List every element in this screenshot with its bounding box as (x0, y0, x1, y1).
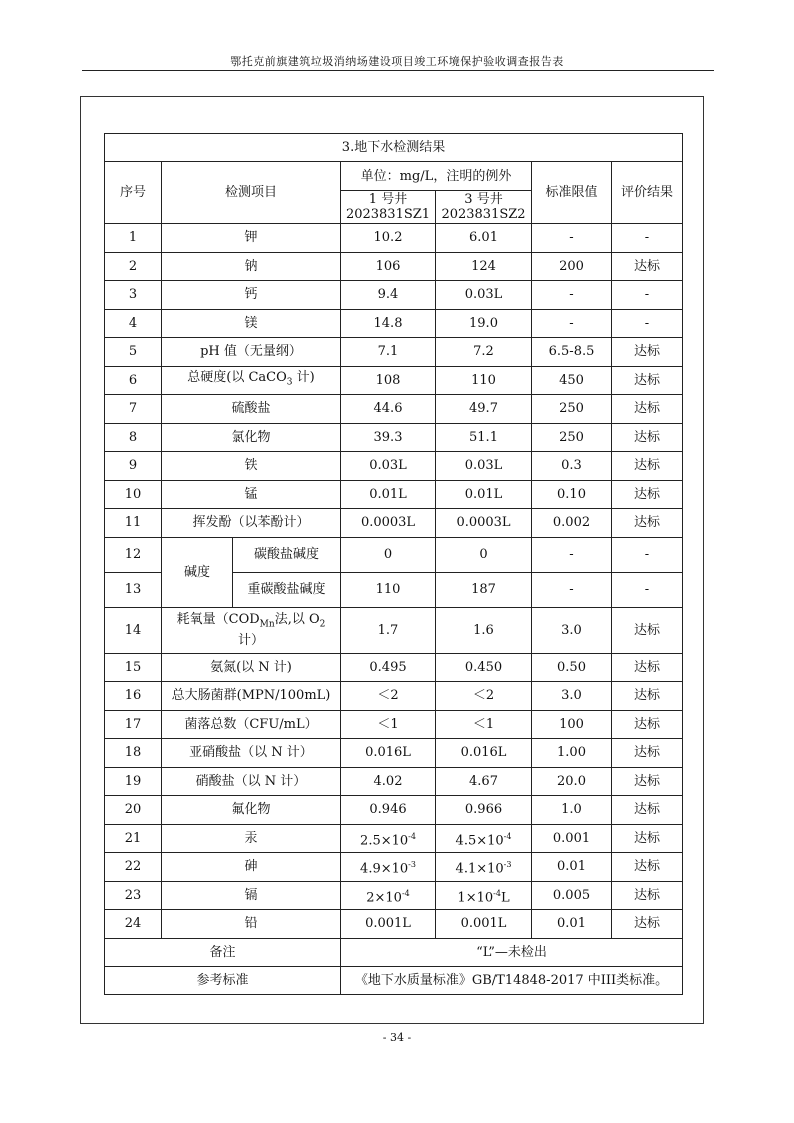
evaluation-result: 达标 (612, 881, 683, 910)
standard-limit: 250 (532, 395, 612, 424)
row-number: 23 (105, 881, 162, 910)
standard-limit: - (532, 281, 612, 310)
evaluation-result: 达标 (612, 366, 683, 395)
evaluation-result: - (612, 281, 683, 310)
row-number: 13 (105, 572, 162, 607)
standard-limit: 0.01 (532, 910, 612, 939)
well-1-value: ＜1 (341, 710, 436, 739)
item-name: 砷 (162, 853, 341, 882)
well-1-value: 44.6 (341, 395, 436, 424)
well-1-value: 108 (341, 366, 436, 395)
table-row (105, 853, 683, 882)
header-well-1-code: 2023831SZ1 (345, 207, 431, 222)
page-number: - 34 - (382, 1031, 412, 1044)
evaluation-result: 达标 (612, 853, 683, 882)
standard-limit: 250 (532, 423, 612, 452)
table-row (105, 824, 683, 853)
table-row (105, 480, 683, 509)
well-3-value: 4.67 (436, 767, 532, 796)
item-name: 重碳酸盐碱度 (233, 572, 341, 607)
row-number: 18 (105, 739, 162, 768)
item-name: 镉 (162, 881, 341, 910)
item-text: 耗氧量（COD (176, 612, 260, 628)
document-header-title: 鄂托克前旗建筑垃圾消纳场建设项目竣工环境保护验收调查报告表 (230, 55, 564, 68)
header-unit: 单位：mg/L，注明的例外 (341, 162, 532, 191)
item-name (162, 366, 341, 395)
item-subscript: 3 (286, 377, 293, 388)
evaluation-result: 达标 (612, 910, 683, 939)
standard-limit: 100 (532, 710, 612, 739)
item-name: 铅 (162, 910, 341, 939)
row-number: 16 (105, 682, 162, 711)
table-row (105, 366, 683, 395)
row-number: 10 (105, 480, 162, 509)
remark-value: “L”—未检出 (341, 938, 683, 966)
well-3-value: ＜2 (436, 682, 532, 711)
well-3-value: 51.1 (436, 423, 532, 452)
value-base: 1×10 (457, 889, 494, 905)
well-1-value: 0 (341, 537, 436, 572)
row-number: 24 (105, 910, 162, 939)
item-name: 硫酸盐 (162, 395, 341, 424)
value-exponent: -3 (503, 860, 512, 870)
header-well-3-name: 3 号井 (464, 192, 503, 207)
standard-limit: 1.00 (532, 739, 612, 768)
table-row (105, 509, 683, 538)
well-1-value: 110 (341, 572, 436, 607)
standard-limit: - (532, 309, 612, 338)
standard-limit: - (532, 572, 612, 607)
reference-value: 《地下水质量标准》GB/T14848-2017 中III类标准。 (341, 966, 683, 994)
item-name: 硝酸盐（以 N 计） (162, 767, 341, 796)
evaluation-result: 达标 (612, 796, 683, 825)
well-1-value: 7.1 (341, 338, 436, 367)
row-number: 1 (105, 224, 162, 253)
well-3-value: 6.01 (436, 224, 532, 253)
table-row (105, 910, 683, 939)
item-name: 菌落总数（CFU/mL） (162, 710, 341, 739)
evaluation-result: - (612, 224, 683, 253)
well-1-value: 106 (341, 252, 436, 281)
standard-limit: 0.10 (532, 480, 612, 509)
row-number: 17 (105, 710, 162, 739)
table-row (105, 682, 683, 711)
item-name: 钙 (162, 281, 341, 310)
item-name: 氟化物 (162, 796, 341, 825)
row-number: 22 (105, 853, 162, 882)
well-1-value: 0.495 (341, 653, 436, 682)
item-name: 碳酸盐碱度 (233, 537, 341, 572)
evaluation-result: 达标 (612, 423, 683, 452)
well-3-value: 110 (436, 366, 532, 395)
reference-row (105, 966, 683, 994)
table-row (105, 452, 683, 481)
remark-row (105, 938, 683, 966)
item-text-suffix: 计） (237, 632, 264, 648)
row-number: 8 (105, 423, 162, 452)
standard-limit: 200 (532, 252, 612, 281)
table-row (105, 252, 683, 281)
item-name: 总大肠菌群(MPN/100mL) (162, 682, 341, 711)
row-number: 14 (105, 607, 162, 653)
well-1-value: 14.8 (341, 309, 436, 338)
well-1-value: 10.2 (341, 224, 436, 253)
item-name: 挥发酚（以苯酚计） (162, 509, 341, 538)
standard-limit: 0.001 (532, 824, 612, 853)
well-1-value: 0.0003L (341, 509, 436, 538)
row-number: 5 (105, 338, 162, 367)
evaluation-result: 达标 (612, 824, 683, 853)
remark-label: 备注 (105, 938, 341, 966)
evaluation-result: 达标 (612, 682, 683, 711)
well-3-value (436, 881, 532, 910)
item-text: 总硬度(以 CaCO (187, 369, 287, 385)
standard-limit: 3.0 (532, 682, 612, 711)
evaluation-result: 达标 (612, 338, 683, 367)
evaluation-result: 达标 (612, 452, 683, 481)
item-name: 亚硝酸盐（以 N 计） (162, 739, 341, 768)
well-3-value: 7.2 (436, 338, 532, 367)
evaluation-result: - (612, 572, 683, 607)
well-1-value: 39.3 (341, 423, 436, 452)
header-limit: 标准限值 (532, 162, 612, 224)
table-title: 3.地下水检测结果 (105, 134, 683, 162)
row-number: 15 (105, 653, 162, 682)
item-name (162, 607, 341, 653)
well-1-value: 0.016L (341, 739, 436, 768)
row-number: 20 (105, 796, 162, 825)
header-seq: 序号 (105, 162, 162, 224)
table-row (105, 653, 683, 682)
well-1-value: 4.02 (341, 767, 436, 796)
item-text-mid: 法,以 O (274, 612, 320, 628)
row-number: 2 (105, 252, 162, 281)
header-well-3 (436, 191, 532, 224)
table-row (105, 710, 683, 739)
standard-limit: 0.3 (532, 452, 612, 481)
well-1-value: 0.01L (341, 480, 436, 509)
standard-limit: 6.5-8.5 (532, 338, 612, 367)
header-well-3-code: 2023831SZ2 (441, 207, 526, 222)
evaluation-result: 达标 (612, 607, 683, 653)
table-row (105, 309, 683, 338)
well-3-value: 187 (436, 572, 532, 607)
value-base: 2×10 (366, 889, 402, 905)
table-row (105, 395, 683, 424)
standard-limit: 20.0 (532, 767, 612, 796)
reference-label: 参考标准 (105, 966, 341, 994)
item-name: 汞 (162, 824, 341, 853)
standard-limit: 1.0 (532, 796, 612, 825)
groundwater-results-table (104, 133, 683, 995)
header-result: 评价结果 (612, 162, 683, 224)
value-exponent: -4 (503, 831, 512, 841)
header-well-1 (341, 191, 436, 224)
well-3-value: 0.016L (436, 739, 532, 768)
row-number: 12 (105, 537, 162, 572)
well-3-value: 0.450 (436, 653, 532, 682)
table-row (105, 739, 683, 768)
row-number: 3 (105, 281, 162, 310)
evaluation-result: 达标 (612, 739, 683, 768)
value-exponent: -4 (493, 888, 501, 898)
table-row (105, 537, 683, 572)
header-well-1-name: 1 号井 (368, 192, 408, 207)
evaluation-result: - (612, 537, 683, 572)
item-name: 钠 (162, 252, 341, 281)
table-row (105, 224, 683, 253)
table-row (105, 423, 683, 452)
standard-limit: 0.50 (532, 653, 612, 682)
item-subscript-2: 2 (319, 619, 326, 630)
row-number: 9 (105, 452, 162, 481)
standard-limit: 0.005 (532, 881, 612, 910)
item-subscript: Mn (259, 619, 275, 630)
well-3-value (436, 824, 532, 853)
table-row (105, 881, 683, 910)
table-row (105, 338, 683, 367)
well-3-value: 0 (436, 537, 532, 572)
table-row (105, 281, 683, 310)
standard-limit: - (532, 537, 612, 572)
item-name: pH 值（无量纲） (162, 338, 341, 367)
alkalinity-group: 碱度 (162, 537, 233, 607)
well-3-value: 0.03L (436, 281, 532, 310)
evaluation-result: 达标 (612, 252, 683, 281)
standard-limit: 450 (532, 366, 612, 395)
evaluation-result: 达标 (612, 395, 683, 424)
evaluation-result: 达标 (612, 710, 683, 739)
header-rule (82, 70, 714, 71)
row-number: 19 (105, 767, 162, 796)
well-1-value (341, 853, 436, 882)
well-1-value: 9.4 (341, 281, 436, 310)
well-3-value: 0.01L (436, 480, 532, 509)
table-row (105, 796, 683, 825)
well-3-value: ＜1 (436, 710, 532, 739)
value-base: 4.1×10 (455, 861, 504, 877)
standard-limit: 0.002 (532, 509, 612, 538)
well-3-value: 0.03L (436, 452, 532, 481)
well-1-value: 0.03L (341, 452, 436, 481)
value-exponent: -4 (401, 888, 410, 898)
evaluation-result: 达标 (612, 767, 683, 796)
value-suffix: L (500, 889, 510, 905)
item-name: 镁 (162, 309, 341, 338)
table-row (105, 767, 683, 796)
value-base: 4.5×10 (455, 832, 504, 848)
evaluation-result: - (612, 309, 683, 338)
item-name: 氯化物 (162, 423, 341, 452)
row-number: 4 (105, 309, 162, 338)
evaluation-result: 达标 (612, 653, 683, 682)
evaluation-result: 达标 (612, 480, 683, 509)
well-3-value: 124 (436, 252, 532, 281)
evaluation-result: 达标 (612, 509, 683, 538)
item-name: 铁 (162, 452, 341, 481)
row-number: 21 (105, 824, 162, 853)
well-1-value: 1.7 (341, 607, 436, 653)
well-1-value: ＜2 (341, 682, 436, 711)
well-3-value: 0.966 (436, 796, 532, 825)
well-3-value: 0.0003L (436, 509, 532, 538)
well-3-value: 0.001L (436, 910, 532, 939)
row-number: 6 (105, 366, 162, 395)
standard-limit: - (532, 224, 612, 253)
standard-limit: 0.01 (532, 853, 612, 882)
well-3-value: 19.0 (436, 309, 532, 338)
item-text-suffix: 计) (292, 369, 315, 385)
value-exponent: -4 (408, 831, 416, 841)
standard-limit: 3.0 (532, 607, 612, 653)
item-name: 钾 (162, 224, 341, 253)
row-number: 11 (105, 509, 162, 538)
well-1-value (341, 824, 436, 853)
well-3-value (436, 853, 532, 882)
well-1-value (341, 881, 436, 910)
well-1-value: 0.946 (341, 796, 436, 825)
header-item: 检测项目 (162, 162, 341, 224)
item-name: 锰 (162, 480, 341, 509)
value-base: 2.5×10 (360, 832, 409, 848)
well-1-value: 0.001L (341, 910, 436, 939)
well-3-value: 1.6 (436, 607, 532, 653)
item-name: 氨氮(以 N 计) (162, 653, 341, 682)
value-exponent: -3 (408, 860, 416, 870)
value-base: 4.9×10 (360, 861, 409, 877)
well-3-value: 49.7 (436, 395, 532, 424)
row-number: 7 (105, 395, 162, 424)
table-row (105, 607, 683, 653)
